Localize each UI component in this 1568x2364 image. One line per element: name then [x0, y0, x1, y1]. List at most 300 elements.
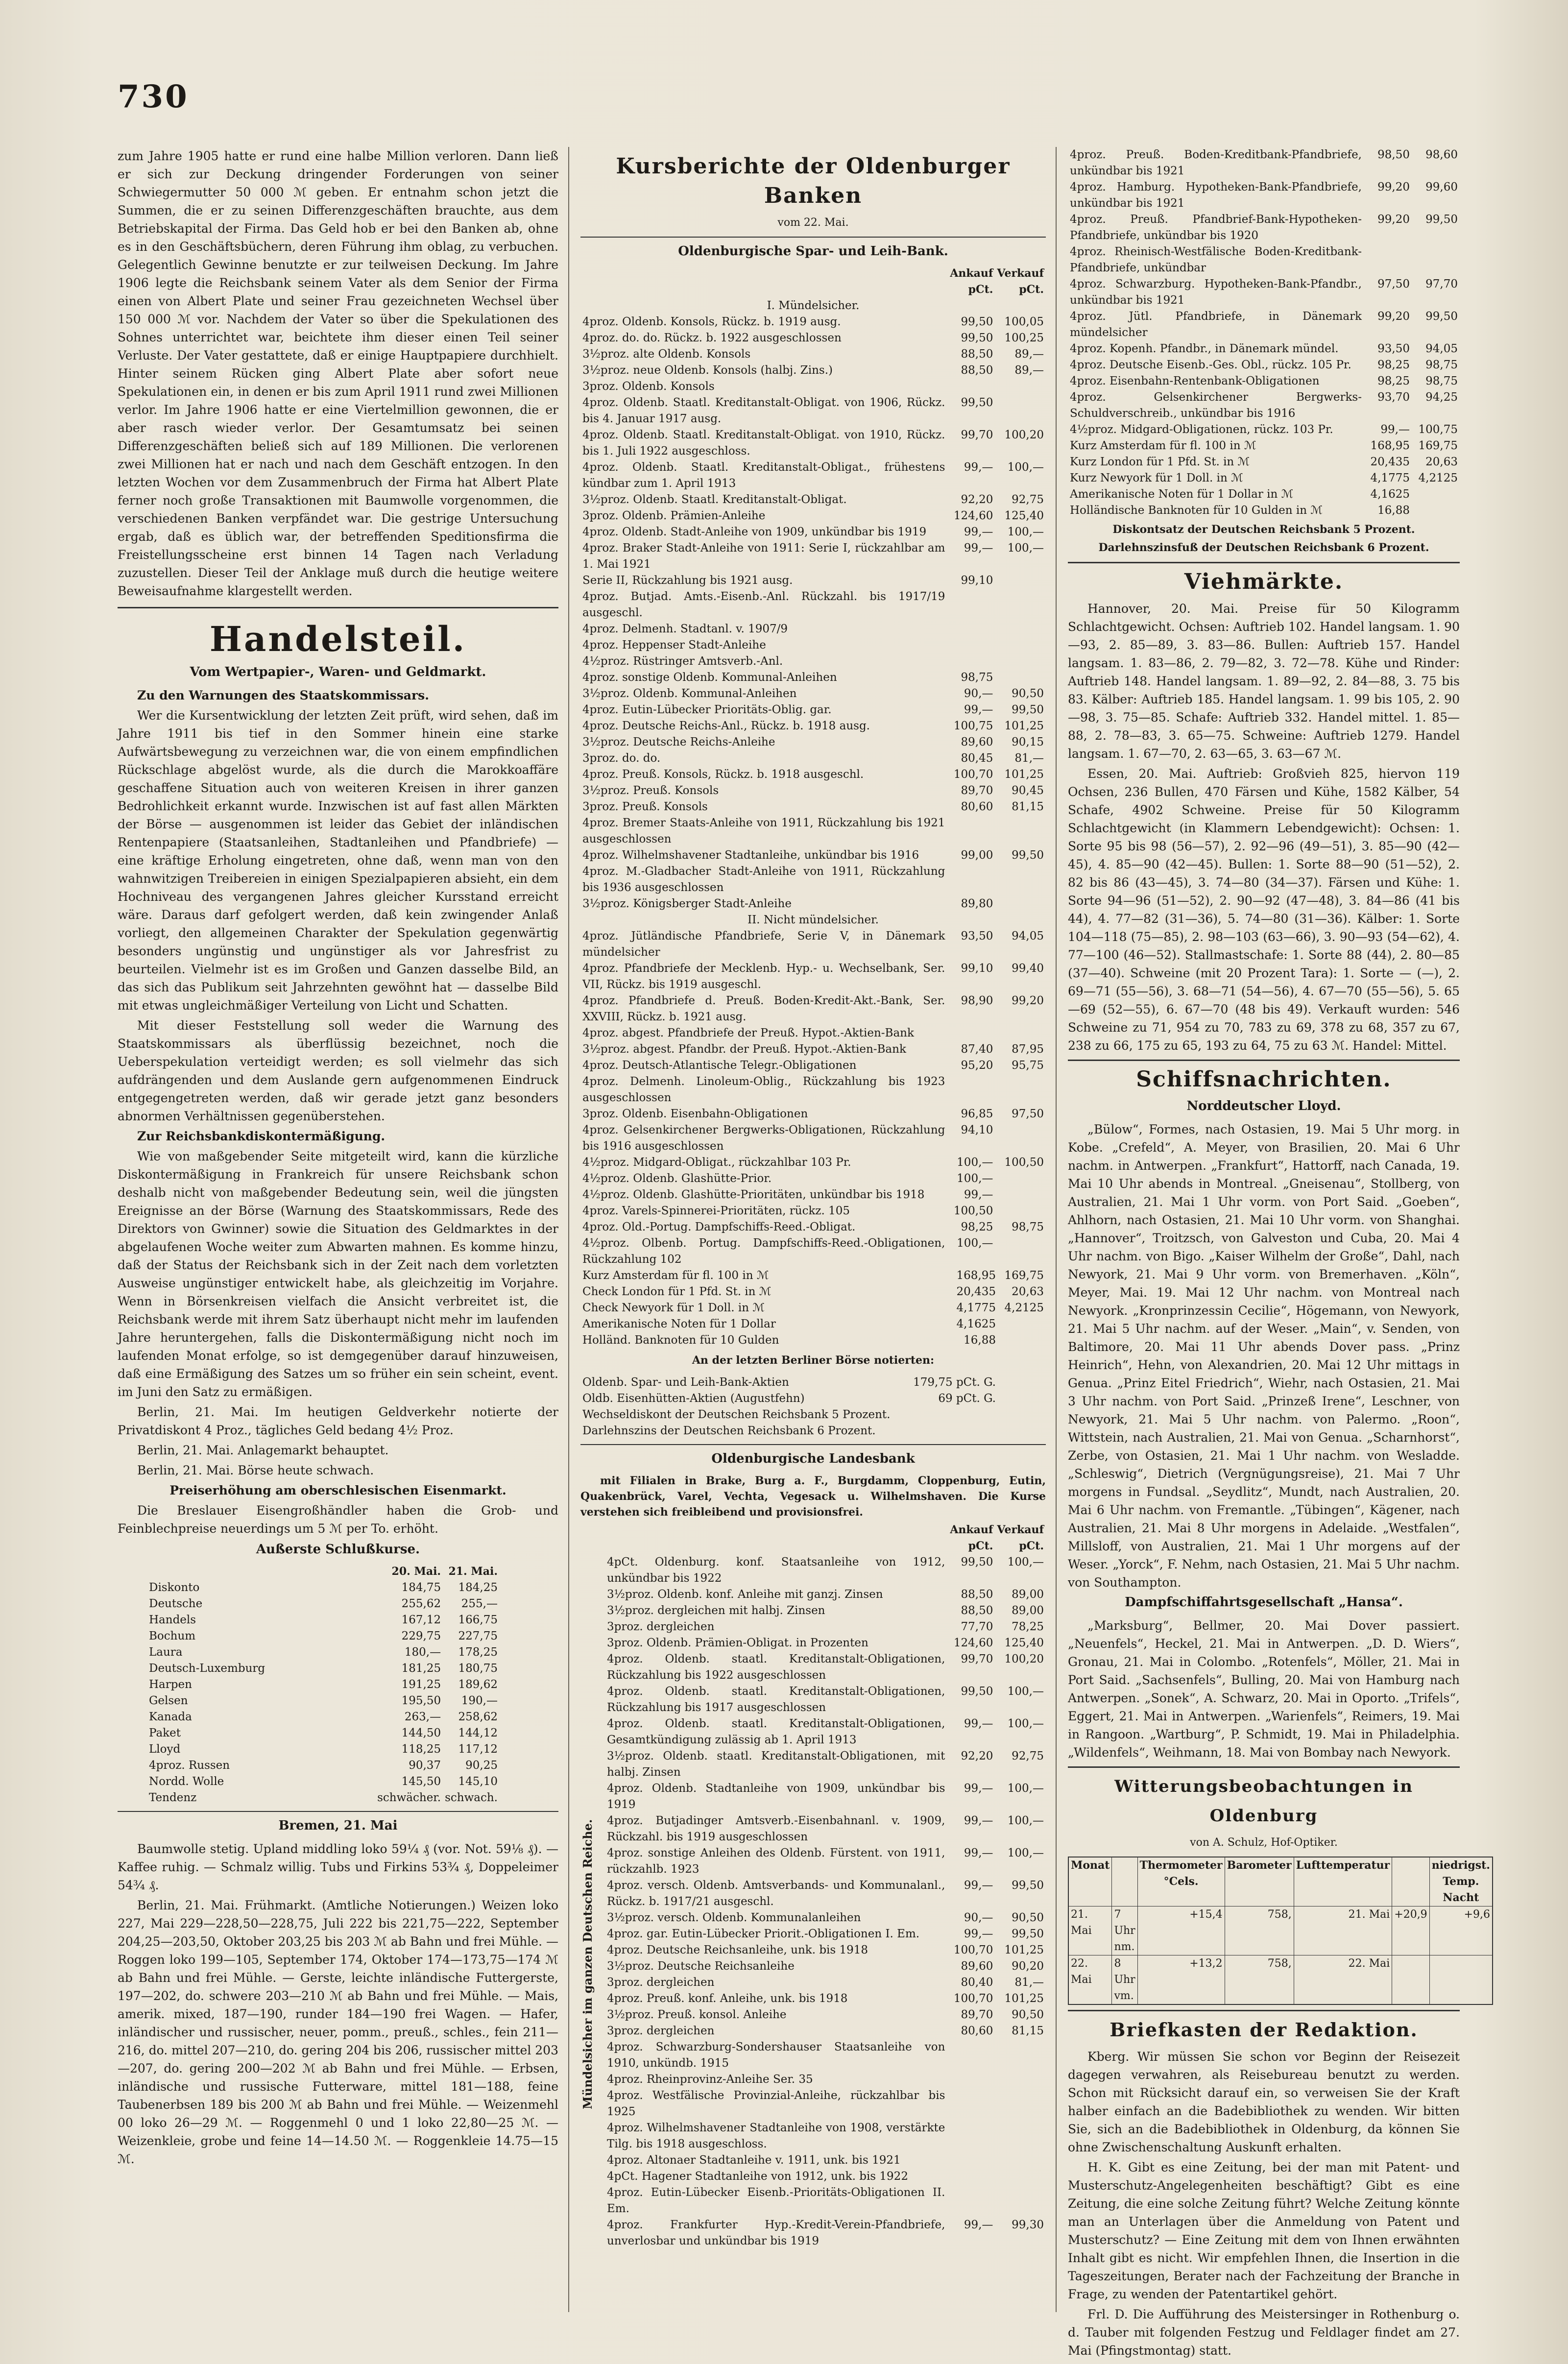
letter-reply: Kberg. Wir müssen Sie schon vor Beginn der Reisezeit dagegen verwahren, als Reisebureau benutzt zu werden. Schon mit Rücksicht darauf ein, so verweisen Sie der Kraft halber einfach an die Badebibliothek zu wenden. Wir bitten Sie, sich an die Badebibliothek in Oldenburg, da können Sie ohne Zwischenschaltung Auskunft erhalten. — [1068, 2050, 1460, 2154]
row-label: 4proz. gar. Eutin-Lübecker Priorit.-Obligationen I. Em. — [607, 1928, 920, 1940]
header-cell: Verkauf — [997, 267, 1044, 280]
news-item: Die Breslauer Eisengroßhändler haben die Grob- und Feinblechpreise neuerdings um 5 ℳ per To. erhöht. — [118, 1503, 558, 1536]
row-value — [995, 573, 1046, 589]
row-value: +9,6 — [1429, 1906, 1493, 1955]
row-value: 169,75 — [1004, 1269, 1044, 1282]
row-value: 89,70 — [961, 784, 993, 797]
table-header — [580, 282, 1046, 298]
section-heading: I. Mündelsicher. — [767, 299, 860, 312]
row-value — [1392, 1955, 1429, 2005]
table-row — [1068, 503, 1460, 519]
row-value: 97,50 — [1012, 1108, 1044, 1120]
row-value: 100,70 — [953, 768, 993, 781]
row-value — [947, 2120, 995, 2152]
row-value — [1429, 1955, 1493, 2005]
row-value: 118,25 — [401, 1743, 441, 1756]
row-label: 4½proz. Oldenb. Glashütte-Prioritäten, unkündbar bis 1918 — [582, 1188, 925, 1201]
header-cell: Lufttemperatur — [1294, 1857, 1392, 1906]
row-value: 90,50 — [1012, 687, 1044, 700]
row-value: 100,75 — [953, 720, 993, 732]
market-report: Hannover, 20. Mai. Preise für 50 Kilogramm Schlachtgewicht. Ochsen: Auftrieb 102. Handel langsam. 1. 90—93, 2. 85—89, 3. 83—86. Bullen: Auftrieb 157. Handel langsam. 1. 83—86, 2. 79—82, 3. 72—78. Kühe und Rinder: Auftrieb 148. Handel langsam. 1. 89—92, 2. 84—88, 3. 75 bis 83. Kälber: Auftrieb 185. Handel langsam. 1. 99 bis 105, 2. 90—98, 3. 75—85. Schafe: Auftrieb 332. Handel mittel. 1. 85—88, 2. 78—83, 3. 65—75. Schweine: Auftrieb 1279. Handel langsam. 1. 67—70, 2. 63—65, 3. 63—67 ℳ. — [1068, 602, 1460, 761]
row-value: 100,— — [957, 1237, 993, 1250]
table-header — [147, 1564, 500, 1580]
row-label: 4proz. versch. Oldenb. Amtsverbands- und Kommunalanl., Rückz. b. 1917/21 ausgeschl. — [607, 1879, 945, 1908]
row-value: 180,75 — [458, 1662, 498, 1675]
row-value — [995, 2039, 1046, 2072]
table-row — [147, 1709, 500, 1725]
row-value: 94,10 — [961, 1124, 993, 1136]
row-label: Check Newyork für 1 Doll. in ℳ — [582, 1302, 765, 1314]
row-value: 258,62 — [458, 1711, 498, 1723]
row-label: 4proz. M.-Gladbacher Stadt-Anleihe von 1911, Rückzahlung bis 1936 ausgeschlossen — [582, 865, 945, 894]
row-value: 100,05 — [1004, 315, 1044, 328]
row-value — [1412, 244, 1460, 276]
row-value — [995, 379, 1046, 395]
table-row — [580, 379, 1046, 395]
row-value: 81,15 — [1012, 2025, 1044, 2037]
row-value: 100,20 — [1004, 1653, 1044, 1665]
row-label: 4proz. Kopenh. Pfandbr., in Dänemark mündel. — [1070, 342, 1339, 355]
heading-text: Zur Reichsbankdiskontermäßigung. — [137, 1129, 386, 1143]
divider — [118, 1811, 558, 1812]
row-label: 4proz. Hamburg. Hypotheken-Bank-Pfandbriefe, unkündbar bis 1921 — [1070, 181, 1362, 210]
section-subtitle: Norddeutscher Lloyd. — [1186, 1099, 1341, 1113]
table-row — [580, 961, 1046, 993]
row-label: Amerikanische Noten für 1 Dollar in ℳ — [1070, 488, 1294, 501]
table-row — [580, 993, 1046, 1025]
row-value: 81,— — [1014, 752, 1044, 765]
table-row — [605, 1635, 1046, 1651]
row-label: 3½proz. Preuß. Konsols — [582, 784, 719, 797]
row-value: 99,— — [964, 703, 993, 716]
row-value: +15,4 — [1137, 1906, 1225, 1955]
row-value — [995, 1187, 1046, 1203]
row-label: Tendenz — [149, 1791, 197, 1804]
row-value — [947, 1025, 995, 1041]
row-label: 3½proz. Oldenb. Kommunal-Anleihen — [582, 687, 797, 700]
row-value — [995, 621, 1046, 637]
row-label: 4proz. Bremer Staats-Anleihe von 1911, Rückzahlung bis 1921 ausgeschlossen — [582, 817, 945, 845]
row-label: 4½proz. Oldenb. Glashütte-Prior. — [582, 1172, 772, 1185]
col3-rates-table — [1068, 147, 1460, 519]
table-row — [1068, 470, 1460, 486]
row-value: 98,25 — [1377, 359, 1410, 371]
row-label: 4proz. Eutin-Lübecker Eisenb.-Prioritäts-Obligationen II. Em. — [607, 2186, 945, 2215]
row-value: 100,— — [1007, 1556, 1044, 1568]
row-value: 99,— — [964, 542, 993, 555]
row-value: 99,50 — [1012, 1879, 1044, 1892]
bank1-berlin-table — [580, 1375, 1046, 1439]
row-value: 89,— — [1014, 364, 1044, 377]
header-cell: pCt. — [968, 283, 993, 296]
row-value: 100,— — [1007, 461, 1044, 474]
row-value: 97,50 — [1377, 278, 1410, 290]
row-label: 4proz. Oldenb. Staatl. Kreditanstalt-Obligat. von 1910, Rückz. bis 1. Juli 1922 ausgeschloss. — [582, 429, 945, 458]
row-value: 255,62 — [401, 1597, 441, 1610]
row-label: 4proz. Delmenh. Stadtanl. v. 1907/9 — [582, 623, 788, 635]
header-cell — [1112, 1857, 1137, 1906]
section-title: Briefkasten der Redaktion. — [1068, 2010, 1460, 2045]
row-label: 4proz. Oldenb. staatl. Kreditanstalt-Obligationen, Rückzahlung bis 1922 ausgeschlossen — [607, 1653, 945, 1682]
row-label: 4proz. Deutsche Eisenb.-Ges. Obl., rückz. 105 Pr. — [1070, 359, 1351, 371]
row-label: Darlehnszins der Deutschen Reichsbank 6 Prozent. — [582, 1424, 876, 1437]
row-value: 184,75 — [401, 1581, 441, 1594]
header-cell: Ankauf — [950, 1523, 993, 1536]
rates-title: Kursberichte der Oldenburger Banken — [616, 154, 1011, 208]
row-value: 100,— — [1007, 1685, 1044, 1698]
row-label: 4proz. Pfandbriefe der Mecklenb. Hyp.- u. Wechselbank, Ser. VII, Rückz. bis 1919 ausgeschl. — [582, 962, 945, 991]
table-row — [580, 1074, 1046, 1106]
row-value: 124,60 — [953, 509, 993, 522]
table-row — [605, 1651, 1046, 1684]
row-value: 99,10 — [961, 574, 993, 587]
row-value — [995, 395, 1046, 427]
row-label: 4proz. Oldenb. Staatl. Kreditanstalt-Obligat. von 1906, Rückz. bis 4. Januar 1917 ausg. — [582, 396, 945, 425]
row-value: 99,50 — [961, 1685, 993, 1698]
row-label: 4proz. Oldenb. Staatl. Kreditanstalt-Obligat., frühestens kündbar zum 1. April 1913 — [582, 461, 945, 490]
row-label: 3½proz. Oldenb. Staatl. Kreditanstalt-Obligat. — [582, 493, 847, 506]
table-row — [580, 718, 1046, 734]
row-value — [995, 2072, 1046, 2088]
row-value: 89,70 — [961, 2008, 993, 2021]
row-label: Paket — [149, 1727, 181, 1739]
row-value — [998, 1391, 1046, 1407]
table-row — [580, 815, 1046, 847]
column-middle — [580, 147, 1046, 2249]
row-value: 95,75 — [1012, 1059, 1044, 1072]
row-value — [995, 896, 1046, 912]
row-label: 3½proz. Preuß. konsol. Anleihe — [607, 2008, 787, 2021]
row-label: 4½proz. Midgard-Obligat., rückzahlbar 103 Pr. — [582, 1156, 851, 1169]
row-value: 99,20 — [1012, 994, 1044, 1007]
divider — [580, 1444, 1046, 1445]
row-value: 99,— — [964, 1814, 993, 1827]
row-label: Kanada — [149, 1711, 192, 1723]
row-value: 168,95 — [1370, 439, 1410, 452]
row-value: 99,30 — [1012, 2219, 1044, 2231]
row-value — [995, 2169, 1046, 2185]
row-value: 117,12 — [458, 1743, 498, 1756]
row-value: 89,60 — [961, 1960, 993, 1973]
row-value: 92,75 — [1012, 493, 1044, 506]
row-label: Serie II, Rückzahlung bis 1921 ausg. — [582, 574, 793, 587]
row-label: 4proz. sonstige Oldenb. Kommunal-Anleihen — [582, 671, 837, 684]
row-value: 758, — [1225, 1906, 1294, 1955]
table-row — [580, 928, 1046, 961]
row-label: 4proz. Oldenb. Stadtanleihe von 1909, unkündbar bis 1919 — [607, 1782, 945, 1811]
row-value: 100,70 — [953, 1944, 993, 1956]
header-cell: pCt. — [1019, 1540, 1044, 1552]
row-value: 89,— — [1014, 348, 1044, 361]
row-value: 99,40 — [1012, 962, 1044, 975]
row-value: 4,1775 — [956, 1302, 996, 1314]
row-value: 100,— — [1007, 542, 1044, 555]
row-value — [911, 1407, 998, 1423]
table-row — [147, 1774, 500, 1790]
table-row — [580, 540, 1046, 573]
table-row — [605, 1554, 1046, 1587]
column-left — [118, 147, 558, 2170]
row-value: 100,20 — [1004, 429, 1044, 441]
row-value: 80,45 — [961, 752, 993, 765]
row-value: 100,— — [957, 1156, 993, 1169]
row-value: 98,75 — [1425, 359, 1458, 371]
row-value: 190,— — [461, 1694, 498, 1707]
row-label: 4proz. Gelsenkirchener Bergwerks-Schuldverschreib., unkündbar bis 1916 — [1070, 391, 1362, 420]
row-value: 93,50 — [1377, 342, 1410, 355]
header-cell: pCt. — [1019, 283, 1044, 296]
row-label: 4proz. Wilhelmshavener Stadtanleihe von 1908, verstärkte Tilg. bis 1918 ausgeschloss. — [607, 2122, 945, 2150]
row-label: 4proz. Varels-Spinnerei-Prioritäten, rückz. 105 — [582, 1205, 850, 1217]
row-value: 100,25 — [1004, 332, 1044, 344]
news-item: Berlin, 21. Mai. Im heutigen Geldverkehr notierte der Privatdiskont 4 Proz., tägliches Geld bedang 4½ Proz. — [118, 1405, 558, 1437]
table-row — [147, 1677, 500, 1693]
heading-text: Preiserhöhung am oberschlesischen Eisenmarkt. — [169, 1483, 507, 1497]
row-value: 98,75 — [961, 671, 993, 684]
row-label: 4proz. Delmenh. Linoleum-Oblig., Rückzahlung bis 1923 ausgeschlossen — [582, 1075, 945, 1104]
row-value — [947, 864, 995, 896]
row-value — [947, 2169, 995, 2185]
row-value: 77,70 — [961, 1620, 993, 1633]
table-row — [605, 1781, 1046, 1813]
row-value: 255,— — [461, 1597, 498, 1610]
header-cell: 21. Mai. — [448, 1565, 498, 1578]
row-label: 4proz. Jütländische Pfandbriefe, Serie V, in Dänemark mündelsicher — [582, 930, 945, 959]
row-label: 4proz. Preuß. konf. Anleihe, unk. bis 1918 — [607, 1992, 848, 2005]
row-value — [995, 2152, 1046, 2169]
table-row — [1068, 1906, 1493, 1955]
row-value — [947, 815, 995, 847]
header-cell: pCt. — [968, 1540, 993, 1552]
row-value: 100,— — [1007, 1847, 1044, 1859]
table-row — [1068, 422, 1460, 438]
row-label: 4proz. sonstige Anleihen des Oldenb. Fürstent. von 1911, rückzahlb. 1923 — [607, 1847, 945, 1876]
table-row — [1068, 276, 1460, 309]
letter-reply: H. K. Gibt es eine Zeitung, bei der man mit Patent- und Musterschutz-Angelegenheiten beschäftigt? Gibt es eine Zeitung, die eine solche Zeitung führt? Welche Zeitung könnte man an Unterlagen über die Anmeldung von Patent und Musterschutz? — Eine Zeitung mit dem von Ihnen erwähnten Inhalt gibt es nicht. Wir empfehlen Ihnen, die Insertion in die Tageszeitungen, Berater nach der Fachzeitung der Branche in Frage, zu wenden der Patentartikel gehört. — [1068, 2160, 1460, 2301]
row-value — [947, 589, 995, 621]
table-row — [605, 1603, 1046, 1619]
row-label: 3½proz. neue Oldenb. Konsols (halbj. Zins.) — [582, 364, 833, 377]
row-value: 81,— — [1014, 1976, 1044, 1989]
row-value: 89,60 — [961, 736, 993, 748]
table-row — [1068, 454, 1460, 470]
table-row — [580, 459, 1046, 492]
letter-reply: Frl. D. Die Aufführung des Meistersinger in Rothenburg o. d. Tauber mit folgenden Festzug und Feldlager findet am 27. Mai (Pfingstmontag) statt. — [1068, 2307, 1460, 2358]
bank1-exchange-table — [580, 1268, 1046, 1349]
row-value: 98,60 — [1425, 148, 1458, 161]
row-value: 180,— — [404, 1646, 441, 1659]
row-value — [995, 637, 1046, 653]
row-value: 99,— — [964, 1847, 993, 1859]
row-value: 125,40 — [1004, 1637, 1044, 1649]
row-value — [998, 1316, 1046, 1332]
row-label: 4proz. Eisenbahn-Rentenbank-Obligationen — [1070, 375, 1320, 387]
row-value — [995, 1122, 1046, 1155]
table-row — [580, 1300, 1046, 1316]
bank1-table — [580, 265, 1046, 1268]
section-subtitle: Vom Wertpapier-, Waren- und Geldmarkt. — [190, 665, 486, 679]
section-title: Schiffsnachrichten. — [1068, 1060, 1460, 1094]
row-value: 4,1625 — [1370, 488, 1410, 501]
table-row — [580, 1106, 1046, 1122]
row-value: 101,25 — [1004, 768, 1044, 781]
row-value: 99,70 — [961, 1653, 993, 1665]
row-value: 145,10 — [458, 1775, 498, 1788]
row-value: 99,00 — [961, 849, 993, 862]
row-value — [995, 1235, 1046, 1268]
row-value: 100,— — [957, 1172, 993, 1185]
row-value: 100,75 — [1418, 423, 1458, 436]
row-value: 166,75 — [458, 1614, 498, 1626]
row-value: 169,75 — [1418, 439, 1458, 452]
news-item: Berlin, 21. Mai. Anlagemarkt behauptet. — [137, 1443, 389, 1457]
row-label: 4½proz. Midgard-Obligationen, rückz. 103 Pr. — [1070, 423, 1333, 436]
row-label: 3½proz. dergleichen mit halbj. Zinsen — [607, 1604, 825, 1617]
header-cell: niedrigst. Temp. Nacht — [1429, 1857, 1493, 1906]
column-right — [1068, 147, 1490, 2362]
row-value — [911, 1423, 998, 1439]
table-row — [580, 589, 1046, 621]
row-value: 80,60 — [961, 2025, 993, 2037]
row-value: 94,05 — [1012, 930, 1044, 942]
weather-table — [1068, 1857, 1493, 2005]
row-value: 144,50 — [401, 1727, 441, 1739]
row-label: 3proz. do. do. — [582, 752, 661, 765]
column-divider — [1056, 147, 1057, 2312]
row-value — [947, 2152, 995, 2169]
row-value: 90,15 — [1012, 736, 1044, 748]
row-value: 20,435 — [956, 1285, 996, 1298]
article-body: Wer die Kursentwicklung der letzten Zeit prüft, wird sehen, daß im Jahre 1911 bis tief in den Sommer hinein eine starke Aufwärtsbewegung zu verzeichnen war, die von einem empfindlichen Rückschlage abgelöst wurde, als die durch die Marokkoaffäre geschaffene Situation auch von weiteren Kreisen in ihrer ganzen Bedrohlichkeit erkannt wurde. Inzwischen ist auf fast allen Märkten der Börse — ausgenommen ist leider das Gebiet der inländischen Rentenpapiere (Staatsanleihen, Stadtanleihen und Pfandbriefe) — eine kräftige Erholung eingetreten, ohne daß, wenn man von den wahnwitzigen Treibereien in einigen Spezialpapieren absieht, ein dem Hochniveau des vergangenen Jahres gleicher Kursstand erreicht wäre. Daraus darf gefolgert werden, daß kein zwingender Anlaß vorliegt, den allgemeinen Charakter der Spekulation gegenwärtig besonders ungünstig und ungünstiger als vor Jahresfrist zu beurteilen. Vielmehr ist es im Großen und Ganzen dasselbe Bild, an das sich das Publikum seit Jahrzehnten gewöhnt hat — dasselbe Bild mit etwas ungleichmäßiger Verteilung von Licht und Schatten. — [118, 708, 558, 1013]
table-row — [1068, 1955, 1493, 2005]
row-value — [998, 1332, 1046, 1349]
row-value: 95,20 — [961, 1059, 993, 1072]
table-row — [580, 847, 1046, 864]
row-label: Check London für 1 Pfd. St. in ℳ — [582, 1285, 772, 1298]
row-value: 99,70 — [961, 429, 993, 441]
row-value: 191,25 — [401, 1678, 441, 1691]
table-row — [580, 1375, 1046, 1391]
row-value: 90,— — [964, 687, 993, 700]
row-value: 88,50 — [961, 1588, 993, 1601]
row-value: 94,25 — [1425, 391, 1458, 404]
row-value: 99,20 — [1377, 213, 1410, 226]
row-value: 4,2125 — [1004, 1302, 1044, 1314]
row-value — [947, 1074, 995, 1106]
row-value: 88,50 — [961, 348, 993, 361]
table-row — [580, 1391, 1046, 1407]
row-label: Deutsche — [149, 1597, 203, 1610]
table-row — [580, 702, 1046, 718]
row-value: 99,— — [964, 1188, 993, 1201]
row-value: 20,63 — [1425, 456, 1458, 468]
table-row — [1068, 341, 1460, 357]
row-label: 4proz. do. do. Rückz. b. 1922 ausgeschlossen — [582, 332, 842, 344]
row-value: 168,95 — [956, 1269, 996, 1282]
row-label: Laura — [149, 1646, 183, 1659]
article-continuation: zum Jahre 1905 hatte er rund eine halbe Million verloren. Dann ließ er sich zur Deckung dringender Forderungen von seiner Schwiegermutter 50 000 ℳ geben. Er entnahm schon jetzt die Summen, die er zu seinen Differenzgeschäften brauchte, aus dem Betriebskapital der Firma. Das Geld hob er bei den Banken ab, ohne es in den Geschäftsbüchern, deren Führung ihm oblag, zu verbuchen. Gelegentlich Gewinne benutzte er zur teilweisen Deckung. Im Jahre 1906 legte die Reichsbank seinem Vater als dem Senior der Firma einen von Albert Plate und seiner Frau gezeichneten Wechsel über 150 000 ℳ vor. Nachdem der Vater so über die Spekulationen des Sohnes unterrichtet war, beichtete ihm dieser einen Teil seiner Verluste. Der Vater gestattete, daß er einige Hauptpapiere durchhielt. Hinter seinem Rücken ging Albert Plate aber sofort neue Spekulationen ein, in denen er bis zum April 1911 rund zwei Millionen verlor. Im Jahre 1906 hatte er eine Viertelmillion gewonnen, die er aber rasch wieder verlor. Der Gesamtumsatz bei seinen Differenzgeschäften beließ sich auf 189 Millionen. Die verlorenen zwei Millionen hat er nach und nach dem Geschäft entzogen. In den letzten Wochen vor dem Zusammenbruch der Firma hat Albert Plate ferner noch große Transaktionen mit Baumwolle vorgenommen, die verschiedenen Banken verpfändet war. Die gestrige Untersuchung ergab, daß es üblich war, der betreffenden Speditionsfirma die Freistellungsscheine erst binnen 14 Tagen nach Verladung zuzustellen. Dieser Teil der Anklage muß durch die heutige weitere Beweisaufnahme klargestellt werden. — [118, 149, 558, 598]
table-row — [1068, 309, 1460, 341]
row-value — [995, 815, 1046, 847]
table-header — [1068, 1857, 1493, 1906]
row-label: Kurz Amsterdam für fl. 100 in ℳ — [582, 1269, 769, 1282]
row-label: Wechseldiskont der Deutschen Reichsbank 5 Prozent. — [582, 1408, 891, 1421]
row-value — [995, 1203, 1046, 1219]
row-label: Lloyd — [149, 1743, 181, 1756]
row-value: 184,25 — [458, 1581, 498, 1594]
row-value: 100,— — [1007, 1814, 1044, 1827]
table-row — [1068, 147, 1460, 179]
table-row — [580, 1187, 1046, 1203]
table-row — [605, 2152, 1046, 2169]
table-row — [605, 2120, 1046, 2152]
row-label: 4proz. Preuß. Boden-Kreditbank-Pfandbriefe, unkündbar bis 1921 — [1070, 148, 1362, 177]
table-row — [605, 1958, 1046, 1975]
table-row — [580, 1122, 1046, 1155]
row-value — [995, 864, 1046, 896]
table-row — [147, 1644, 500, 1661]
row-label: 4proz. Wilhelmshavener Stadtanleihe, unkündbar bis 1916 — [582, 849, 919, 862]
row-label: 4proz. Russen — [149, 1759, 230, 1772]
row-label: 4proz. Pfandbriefe d. Preuß. Boden-Kredit-Akt.-Bank, Ser. XXVIII, Rückz. b. 1921 ausg. — [582, 994, 945, 1023]
table-row — [580, 750, 1046, 767]
row-label: Oldb. Eisenhütten-Aktien (Augustfehn) — [582, 1392, 805, 1405]
row-label: 4proz. abgest. Pfandbriefe der Preuß. Hypot.-Aktien-Bank — [582, 1027, 914, 1039]
table-row — [1068, 212, 1460, 244]
table-row — [1068, 438, 1460, 454]
row-label: Kurz London für 1 Pfd. St. in ℳ — [1070, 456, 1250, 468]
row-label: 4proz. Rheinprovinz-Anleihe Ser. 35 — [607, 2073, 813, 2086]
table-row — [147, 1596, 500, 1612]
row-value: 179,75 pCt. G. — [913, 1376, 996, 1389]
row-value — [1364, 244, 1412, 276]
row-label: Kurz Newyork für 1 Doll. in ℳ — [1070, 472, 1243, 484]
row-value: 98,75 — [1425, 375, 1458, 387]
row-value: +20,9 — [1392, 1906, 1429, 1955]
row-label: 4proz. Frankfurter Hyp.-Kredit-Verein-Pfandbriefe, unverlosbar und unkündbar bis 1919 — [607, 2219, 945, 2247]
row-value: schwächer. — [377, 1791, 441, 1804]
row-value — [947, 653, 995, 670]
table-row — [580, 1203, 1046, 1219]
row-value: 195,50 — [401, 1694, 441, 1707]
row-label: 4proz. Schwarzburg-Sondershauser Staatsanleihe von 1910, unkündb. 1915 — [607, 2041, 945, 2070]
row-value: 93,50 — [961, 930, 993, 942]
header-cell: Thermometer °Cels. — [1137, 1857, 1225, 1906]
table-row — [605, 2185, 1046, 2217]
table-row — [147, 1758, 500, 1774]
table-row — [605, 2007, 1046, 2023]
table-row — [580, 1316, 1046, 1332]
row-value: +13,2 — [1137, 1955, 1225, 2005]
table-row — [147, 1790, 500, 1806]
column-divider — [568, 147, 569, 2312]
row-label: Nordd. Wolle — [149, 1775, 224, 1788]
row-label: Bochum — [149, 1630, 196, 1642]
row-value — [998, 1375, 1046, 1391]
row-label: 3½proz. Oldenb. konf. Anleihe mit ganzj. Zinsen — [607, 1588, 883, 1601]
bank-name: Oldenburgische Landesbank — [711, 1451, 915, 1466]
header-cell: Monat — [1068, 1857, 1112, 1906]
table-row — [147, 1741, 500, 1758]
row-label: 4proz. Braker Stadt-Anleihe von 1911: Serie I, rückzahlbar am 1. Mai 1921 — [582, 542, 945, 571]
table-row — [580, 492, 1046, 508]
article-body: Wie von maßgebender Seite mitgeteilt wird, kann die kürzliche Diskontermäßigung in Frankreich für unsere Reichsbank schon deshalb nicht von maßgebender Bedeutung sein, weil die jüngsten Ereignisse an der Börse (Warnung des Staatskommissars, Rede des Direktors von Gwinner) sowie die Situation des Geldmarktes in der abgelaufenen Woche weiter zum Abwarten mahnen. Es komme hinzu, daß der Status der Reichsbank sich in der Zeit nach dem vorletzten Ausweise ungünstiger entwickelt habe, als gleichzeitig im Vorjahre. Wenn in Börsenkreisen vielfach die Ansicht verbreitet ist, die Reichsbank werde mit ihrem Satz überhaupt nicht mehr im laufenden Jahre heruntergehen, falls die Diskontermäßigung nicht noch im laufenden Monat erfolge, so ist demgegenüber darauf hinzuweisen, daß eine Ermäßigung des Satzes um so früher ein sein scheint, event. im Juni den Satz zu ermäßigen. — [118, 1149, 558, 1399]
row-value: 99,— — [1380, 423, 1410, 436]
page-number: 730 — [118, 78, 189, 115]
row-value: 22. Mai — [1294, 1955, 1392, 2005]
article-heading — [118, 1481, 558, 1499]
row-value: 100,50 — [1004, 1156, 1044, 1169]
